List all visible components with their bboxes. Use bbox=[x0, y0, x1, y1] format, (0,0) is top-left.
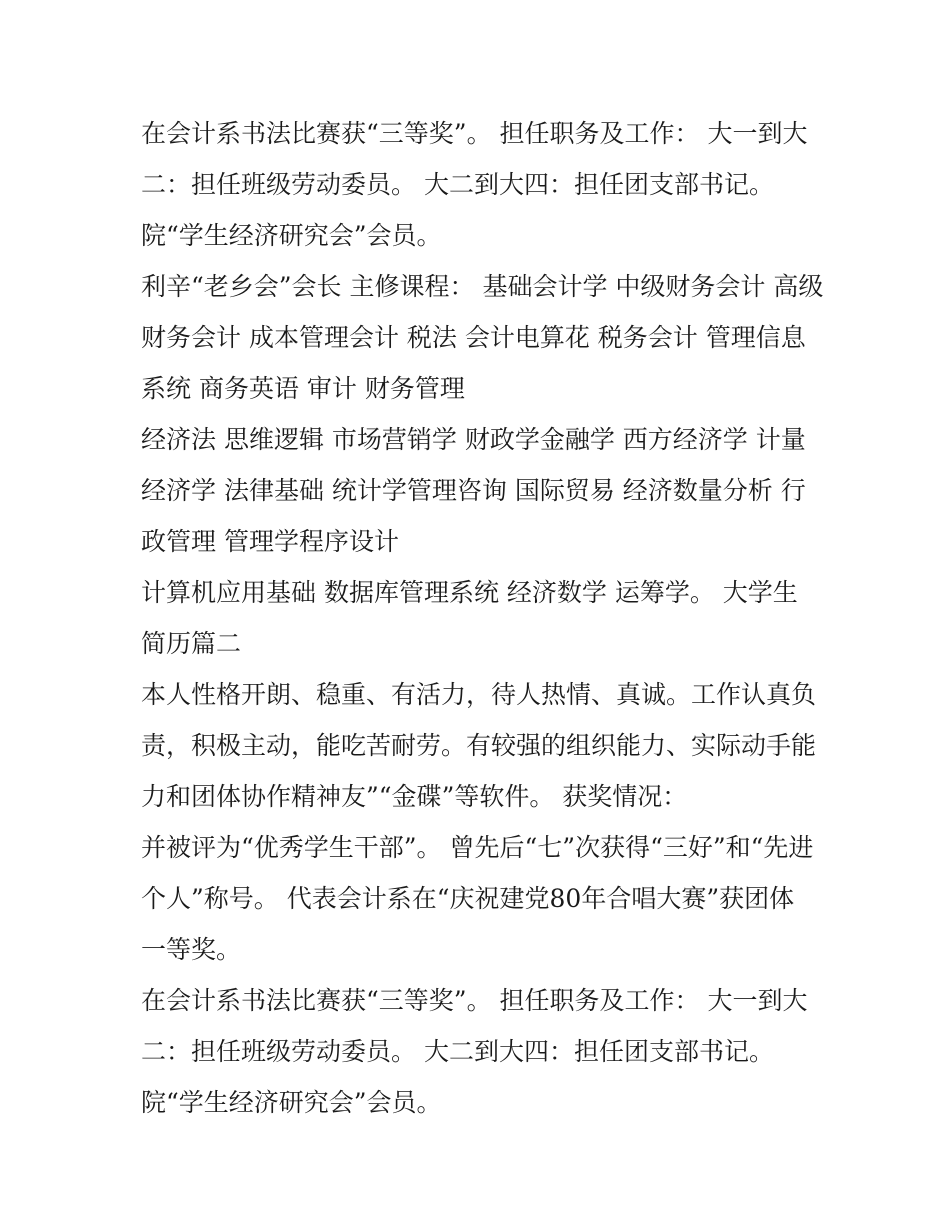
text-line: 经济学 法律基础 统计学管理咨询 国际贸易 经济数量分析 行 bbox=[141, 476, 806, 505]
text-line: 简历篇二 bbox=[141, 629, 242, 658]
text-line: 计算机应用基础 数据库管理系统 经济数学 运筹学。 大学生 bbox=[141, 578, 798, 607]
text-line: 二：担任班级劳动委员。 大二到大四：担任团支部书记。 bbox=[141, 170, 774, 199]
text-line: 财务会计 成本管理会计 税法 会计电算花 税务会计 管理信息 bbox=[141, 323, 806, 352]
text-line: 本人性格开朗、稳重、有活力，待人热情、真诚。工作认真负 bbox=[141, 680, 817, 709]
text-line: 院“学生经济研究会”会员。 bbox=[141, 221, 442, 250]
text-line: 一等奖。 bbox=[141, 935, 242, 964]
text-line: 二：担任班级劳动委员。 大二到大四：担任团支部书记。 bbox=[141, 1037, 774, 1066]
text-line: 政管理 管理学程序设计 bbox=[141, 527, 399, 556]
text-line: 系统 商务英语 审计 财务管理 bbox=[141, 374, 465, 403]
text-line: 并被评为“优秀学生干部”。 曾先后“七”次获得“三好”和“先进 bbox=[141, 833, 814, 862]
text-line: 个人”称号。 代表会计系在“庆祝建党80年合唱大赛”获团体 bbox=[141, 884, 795, 913]
document-body bbox=[141, 108, 824, 1128]
text-line: 利辛“老乡会”会长 主修课程： 基础会计学 中级财务会计 高级 bbox=[141, 272, 824, 301]
text-line: 责，积极主动，能吃苦耐劳。有较强的组织能力、实际动手能 bbox=[141, 731, 817, 760]
text-line: 力和团体协作精神友”“金碟”等软件。 获奖情况： bbox=[141, 782, 688, 811]
text-line: 经济法 思维逻辑 市场营销学 财政学金融学 西方经济学 计量 bbox=[141, 425, 806, 454]
text-line: 在会计系书法比赛获“三等奖”。 担任职务及工作： 大一到大 bbox=[141, 119, 808, 148]
text-line: 在会计系书法比赛获“三等奖”。 担任职务及工作： 大一到大 bbox=[141, 986, 808, 1015]
text-line: 院“学生经济研究会”会员。 bbox=[141, 1088, 442, 1117]
